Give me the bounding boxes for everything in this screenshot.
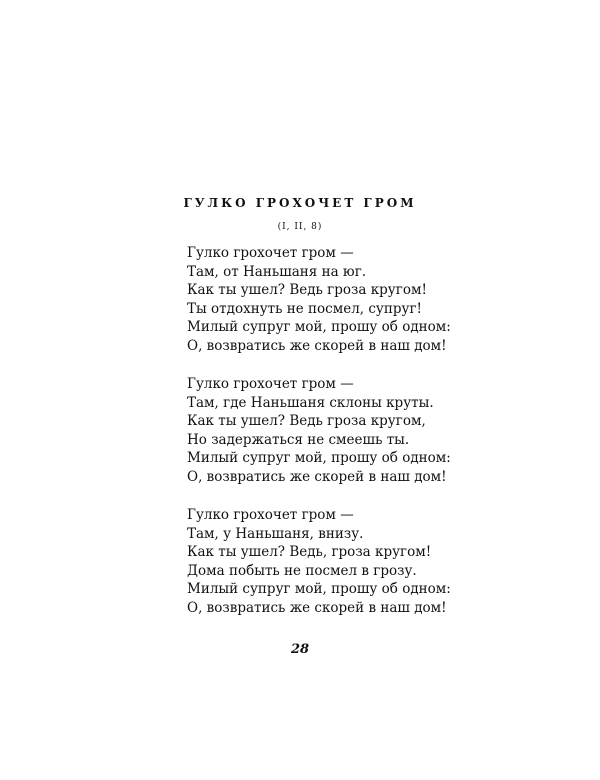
poem-line: Гулко грохочет гром — (187, 245, 354, 261)
poem-source-reference: (I, II, 8) (277, 222, 323, 232)
page-number: 28 (290, 642, 310, 657)
poem-line: Дома побыть не посмел в грозу. (187, 562, 417, 579)
stanza-3 (187, 506, 451, 617)
poem-line: Милый супруг мой, прошу об одном: (187, 450, 451, 466)
poem-line: Там, у Наньшаня, внизу. (187, 525, 364, 542)
poem-line: Как ты ушел? Ведь гроза кругом! (187, 282, 427, 298)
poem-line: Гулко грохочет гром — (187, 507, 354, 523)
stanza-2 (187, 375, 451, 486)
poem-line: О, возвратись же скорей в наш дом! (187, 599, 447, 616)
poem-line: Ты отдохнуть не посмел, супруг! (187, 300, 422, 317)
poem-line: Милый супруг мой, прошу об одном: (187, 319, 451, 335)
poem-title: ГУЛКО ГРОХОЧЕТ ГРОМ (183, 196, 417, 210)
poem-line: Милый супруг мой, прошу об одном: (187, 581, 451, 597)
poem-line: Там, где Наньшаня склоны круты. (187, 394, 434, 411)
poem-line: Но задержаться не смеешь ты. (187, 431, 410, 448)
poem-body (187, 244, 451, 637)
poem-line: Как ты ушел? Ведь гроза кругом, (187, 413, 426, 429)
poem-line: О, возвратись же скорей в наш дом! (187, 337, 447, 354)
poem-line: Там, от Наньшаня на юг. (187, 263, 367, 280)
poem-line: Как ты ушел? Ведь, гроза кругом! (187, 544, 432, 560)
poem-line: О, возвратись же скорей в наш дом! (187, 468, 447, 485)
poem-line: Гулко грохочет гром — (187, 376, 354, 392)
stanza-1 (187, 244, 451, 355)
